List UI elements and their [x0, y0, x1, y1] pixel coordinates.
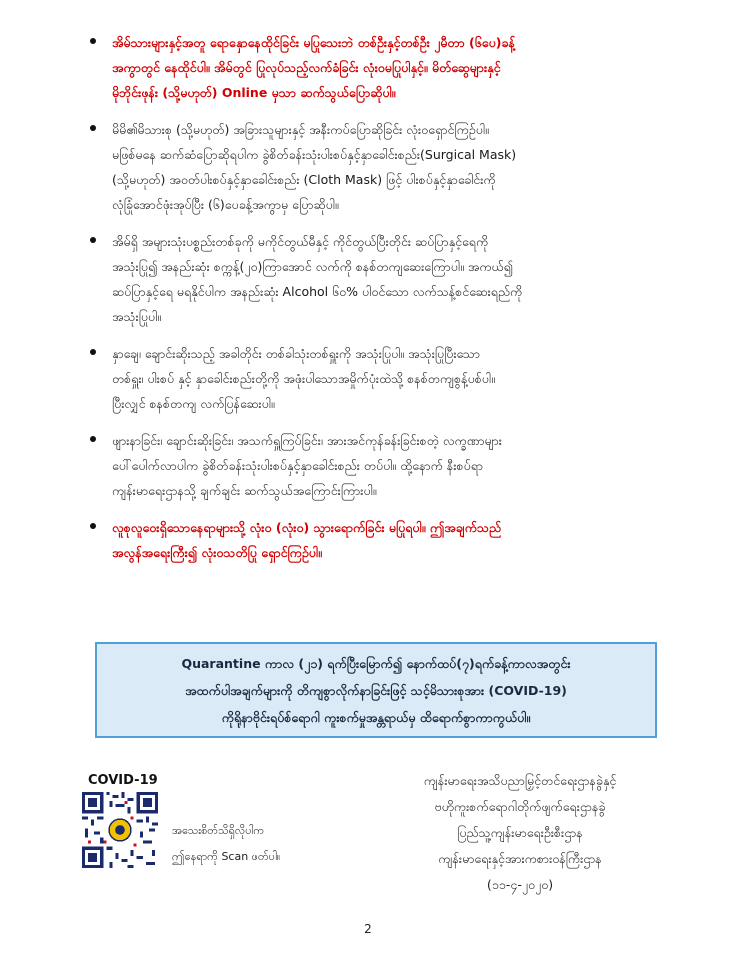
bullet-icon	[90, 523, 96, 529]
notice-line: Quarantine ကာလ (၂၁) ရက်ပြီးမြောက်၍ နောက်ထပ်(၇)ရက်ခန့်ကာလအတွင်း	[181, 655, 571, 671]
ministry-line: ပြည်သူ့ကျန်းမာရေးဦးစီးဌာန	[457, 825, 583, 840]
ministry-line: ဗဟိုကူးစက်ရောဂါတိုက်ဖျက်ရေးဌာနခွဲ	[434, 799, 606, 814]
issuing-ministry-block	[370, 768, 670, 898]
bullet-icon	[90, 237, 96, 243]
guideline-text: အိမ်ရှိ အများသုံးပစ္စည်းတစ်ခုကို မကိုင်တွယ်မီနှင့် ကိုင်တွယ်ပြီးတိုင်း ဆပ်ပြာနှင့်ရေကို အသုံးပြု၍ အနည်းဆုံး စက္ကန့်(၂၀)ကြာအောင် လက်ကို စနစ်တကျဆေးကြောပါ။ အကယ်၍ ဆပ်ပြာနှင့်ရေ မရနိုင်ပါက အနည်းဆုံး Alcohol ၆၀% ပါဝင်သော လက်သန့်စင်ဆေးရည်ကို အသုံးပြုပါ။	[112, 234, 523, 324]
list-item	[90, 515, 658, 565]
guideline-list	[90, 30, 658, 577]
qr-label: COVID-19	[88, 773, 158, 788]
bullet-icon	[90, 125, 96, 131]
page-number: 2	[364, 922, 372, 936]
guideline-text: အိမ်သားများနှင့်အတူ ရောနှောနေထိုင်ခြင်း မပြုသေးဘဲ တစ်ဦးနှင့်တစ်ဦး ၂မီတာ (၆ပေ)ခန့် အကွာတွင် နေထိုင်ပါ။ အိမ်တွင် ပြုလုပ်သည့်လက်ခံခြင်း လုံးဝမပြုပါနှင့်။ မိတ်ဆွေများနှင့် မိုဘိုင်းဖုန်း (သို့မဟုတ်) Online မှသာ ဆက်သွယ်ပြောဆိုပါ။	[112, 35, 515, 100]
ministry-line: ကျန်းမာရေးနှင့်အားကစားဝန်ကြီးဌာန	[438, 851, 602, 866]
guideline-text: နှာချေ၊ ချောင်းဆိုးသည့် အခါတိုင်း တစ်ခါသုံးတစ်ရှူးကို အသုံးပြုပါ။ အသုံးပြုပြီးသော တစ်ရှူး၊ ပါးစပ် နှင့် နှာခေါင်းစည်းတို့ကို အဖုံးပါသောအမှိုက်ပုံးထဲသို့ စနစ်တကျစွန့်ပစ်ပါ။ ပြီးလျှင် စနစ်တကျ လက်ပြန်ဆေးပါ။	[112, 346, 495, 411]
list-item	[90, 117, 658, 217]
ministry-line: ကျန်းမာရေးအသိပညာမြှင့်တင်ရေးဌာနခွဲနှင့်	[423, 773, 617, 788]
guideline-text: မိမိ၏မိသားစု (သို့မဟုတ်) အခြားသူများနှင့် အနီးကပ်ပြောဆိုခြင်း လုံးဝရှောင်ကြဉ်ပါ။ မဖြစ်မနေ ဆက်ဆံပြောဆိုရပါက ခွဲစိတ်ခန်းသုံးပါးစပ်နှင့်နှာခေါင်းစည်း(Surgical Mask) (သို့မဟုတ်) အဝတ်ပါးစပ်နှင့်နှာခေါင်းစည်း (Cloth Mask) ဖြင့် ပါးစပ်နှင့်နှာခေါင်းကို လုံခြုံအောင်ဖုံးအုပ်ပြီး (၆)ပေခန့်အကွာမှ ပြောဆိုပါ။	[112, 122, 517, 212]
guideline-text: ဖျားနာခြင်း၊ ချောင်းဆိုးခြင်း၊ အသက်ရှူကြပ်ခြင်း၊ အားအင်ကုန်ခန်းခြင်းစတဲ့ လက္ခဏာများ ပေါ်ပေါက်လာပါက ခွဲစိတ်ခန်းသုံးပါးစပ်နှင့်နှာခေါင်းစည်း တပ်ပါ။ ထို့နောက် နီးစပ်ရာ ကျန်းမာရေးဌာနသို့ ချက်ချင်း ဆက်သွယ်အကြောင်းကြားပါ။	[112, 433, 502, 498]
guideline-text: လူစုလူဝေးရှိသောနေရာများသို့ လုံးဝ (လုံးဝ) သွားရောက်ခြင်း မပြုရပါ။ ဤအချက်သည် အလွန်အရေးကြီး၍ လုံးဝသတိပြု ရှောင်ကြဉ်ပါ။	[112, 520, 502, 560]
bullet-icon	[90, 436, 96, 442]
list-item	[90, 428, 658, 503]
notice-line: ကိုရိုနာဗိုင်းရပ်စ်ရောဂါ ကူးစက်မှုအန္တရာယ်မှ ထိရောက်စွာကာကွယ်ပါ။	[221, 709, 531, 725]
issue-date: (၁၁-၄-၂၀၂၀)	[486, 877, 554, 892]
list-item	[90, 229, 658, 329]
list-item	[90, 341, 658, 416]
list-item	[90, 30, 658, 105]
notice-line: အထက်ပါအချက်များကို တိကျစွာလိုက်နာခြင်းဖြင့် သင့်မိသားစုအား (COVID-19)	[185, 682, 567, 698]
qr-code-icon[interactable]	[82, 792, 158, 868]
bullet-icon	[90, 38, 96, 44]
scan-instruction: အသေးစိတ်သိရှိလိုပါက ဤနေရာကို Scan ဖတ်ပါ။	[172, 824, 281, 863]
bullet-icon	[90, 349, 96, 355]
quarantine-notice-box	[95, 642, 657, 738]
